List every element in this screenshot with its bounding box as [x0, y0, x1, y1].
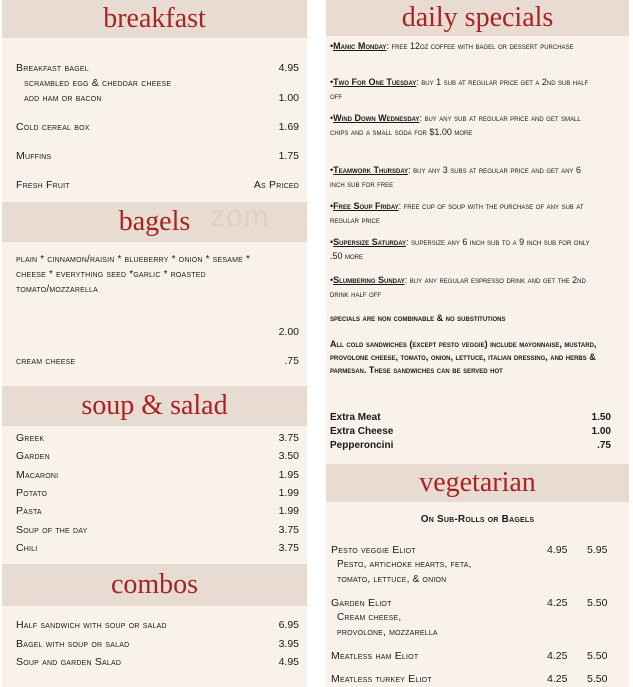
specials-section [326, 36, 629, 464]
breakfast-section [2, 38, 307, 202]
vegetarian-title: vegetarian [419, 467, 536, 498]
menu-item [16, 179, 299, 191]
menu-item [16, 432, 299, 444]
menu-item [16, 62, 299, 74]
item-name: Breakfast bagel [16, 62, 89, 74]
item-price: 1.99 [278, 487, 299, 499]
item-price: 3.50 [278, 450, 299, 462]
item-price: 1.75 [278, 150, 299, 162]
menu-item [24, 77, 299, 89]
item-name: Soup of the day [16, 524, 88, 536]
item-price: 4.95 [278, 656, 299, 668]
breakfast-header [2, 0, 307, 38]
extra-item [330, 412, 611, 423]
item-name: add ham or bacon [24, 92, 102, 104]
veg-price-large: 5.50 [587, 597, 608, 609]
extra-price: 1.50 [591, 412, 611, 423]
item-name: Bagel with soup or salad [16, 638, 130, 650]
vegetarian-header [326, 464, 629, 502]
special-item: •Manic Monday: free 12oz coffee with bagel or dessert purchase [330, 41, 574, 51]
item-price: 3.95 [278, 638, 299, 650]
menu-item [16, 450, 299, 462]
veg-price-large: 5.50 [587, 673, 608, 685]
item-price: 3.75 [278, 524, 299, 536]
item-name: Muffins [16, 150, 52, 162]
special-text: : buy any regular espresso drink and get the 2nd drink half off [330, 275, 586, 299]
special-day: Free Soup Friday [333, 201, 399, 211]
veg-price-large: 5.50 [587, 650, 608, 662]
menu-item [16, 469, 299, 481]
combos-header [2, 564, 307, 606]
extra-name: Extra Cheese [330, 426, 394, 437]
special-day: Slumbering Sunday [333, 275, 405, 285]
veg-item-name: Garden Eliot [331, 597, 392, 609]
veg-price-small: 4.25 [547, 673, 568, 685]
special-text: : free cup of soup with the purchase of any sub at regular price [330, 201, 584, 225]
item-price: 1.99 [278, 505, 299, 517]
item-name: Macaroni [16, 469, 59, 481]
menu-item [16, 355, 299, 367]
special-text: : supersize any 6 inch sub to a 9 inch sub for only .50 more [330, 237, 590, 261]
special-day: Teamwork Thursday [333, 165, 409, 175]
item-name: Greek [16, 432, 45, 444]
special-item: •Two For One Tuesday: buy 1 sub at regular price get a 2nd sub half off [330, 77, 589, 101]
special-item: •Supersize Saturday: supersize any 6 inch sub to a 9 inch sub for only .50 more [330, 237, 590, 261]
special-item: •Teamwork Thursday: buy any 3 subs at regular price and get any 6 inch sub for free [330, 165, 582, 189]
special-text: : buy any 3 subs at regular price and get any 6 inch sub for free [330, 165, 582, 189]
special-item: •Free Soup Friday: free cup of soup with the purchase of any sub at regular price [330, 201, 584, 225]
item-price: 1.95 [278, 469, 299, 481]
cold-sandwich-note: All cold sandwiches (except pesto veggie) include mayonnaise, mustard, provolone cheese, tomato, onion, lettuce, italian dressing, and herbs & parmesan. These sandwiches can be served hot [330, 339, 597, 375]
menu-item [16, 150, 299, 162]
item-name: Garden [16, 450, 50, 462]
menu-item [24, 92, 299, 104]
watermark: zom [210, 200, 270, 233]
veg-item-desc: Pesto, artichoke hearts, feta, tomato, lettuce, & onion [337, 559, 472, 585]
menu-item [16, 542, 299, 554]
extra-price: .75 [597, 440, 611, 451]
veg-price-small: 4.25 [547, 597, 568, 609]
vegetarian-subtitle: On Sub-Rolls or Bagels [420, 514, 535, 525]
item-price: 1.69 [278, 121, 299, 133]
item-name: Potato [16, 487, 48, 499]
veg-price-small: 4.95 [547, 544, 568, 556]
item-price: .75 [284, 355, 299, 367]
bagel-price: 2.00 [278, 326, 299, 338]
extra-name: Pepperoncini [330, 440, 394, 451]
menu-item [16, 524, 299, 536]
menu-item [16, 619, 299, 631]
menu-item [16, 656, 299, 668]
soup-salad-title: soup & salad [81, 390, 228, 421]
special-text: : buy any sub at regular price and get small chips and a small soda for $1.00 more [330, 113, 581, 137]
soup-salad-header [2, 386, 307, 426]
veg-item-name: Pesto veggie Eliot [331, 544, 416, 556]
item-name: Half sandwich with soup or salad [16, 619, 167, 631]
extra-item [330, 426, 611, 437]
menu-item [16, 505, 299, 517]
item-price: 4.95 [278, 62, 299, 74]
veg-price-small: 4.25 [547, 650, 568, 662]
breakfast-title: breakfast [103, 3, 206, 34]
specials-title: daily specials [401, 2, 554, 33]
special-text: : buy 1 sub at regular price get a 2nd sub half off [330, 77, 589, 101]
bagels-title: bagels [118, 206, 191, 237]
item-name: Fresh Fruit [16, 179, 70, 191]
item-name: Cold cereal box [16, 121, 90, 133]
veg-item-name: Meatless ham Eliot [331, 650, 419, 662]
special-item: •Wind Down Wednesday: buy any sub at regular price and get small chips and a small soda for $1.00 more [330, 113, 581, 137]
item-price: 6.95 [278, 619, 299, 631]
menu-item [16, 487, 299, 499]
item-name: scrambled egg & cheddar cheese [24, 77, 172, 89]
extra-name: Extra Meat [330, 412, 381, 423]
specials-note: specials are non combinable & no substitutions [330, 313, 506, 323]
item-price: 3.75 [278, 432, 299, 444]
special-text: : free 12oz coffee with bagel or dessert purchase [386, 41, 574, 51]
bagel-flavors: plain * cinnamon/raisin * blueberry * onion * sesame * cheese * everything seed *garlic * roasted tomato/mozzarella [16, 254, 251, 295]
extra-price: 1.00 [591, 426, 611, 437]
special-day: Supersize Saturday [333, 237, 407, 247]
item-name: cream cheese [16, 355, 76, 367]
item-price: 3.75 [278, 542, 299, 554]
item-price: 1.00 [278, 92, 299, 104]
extra-item [330, 440, 611, 451]
combos-title: combos [110, 569, 199, 600]
item-name: Soup and garden Salad [16, 656, 122, 668]
menu-item [16, 638, 299, 650]
specials-header [326, 0, 629, 36]
item-name: Chili [16, 542, 38, 554]
special-day: Manic Monday [333, 41, 387, 51]
veg-item-name: Meatless turkey Eliot [331, 673, 432, 685]
menu-item [16, 121, 299, 133]
item-price: As Priced [253, 179, 299, 191]
special-day: Two For One Tuesday [333, 77, 417, 87]
veg-price-large: 5.95 [587, 544, 608, 556]
special-item: •Slumbering Sunday: buy any regular espresso drink and get the 2nd drink half off [330, 275, 586, 299]
special-day: Wind Down Wednesday [333, 113, 420, 123]
bagels-section [2, 242, 307, 386]
item-name: Pasta [16, 505, 42, 517]
veg-item-desc: Cream cheese, provolone, mozzarella [337, 612, 438, 638]
